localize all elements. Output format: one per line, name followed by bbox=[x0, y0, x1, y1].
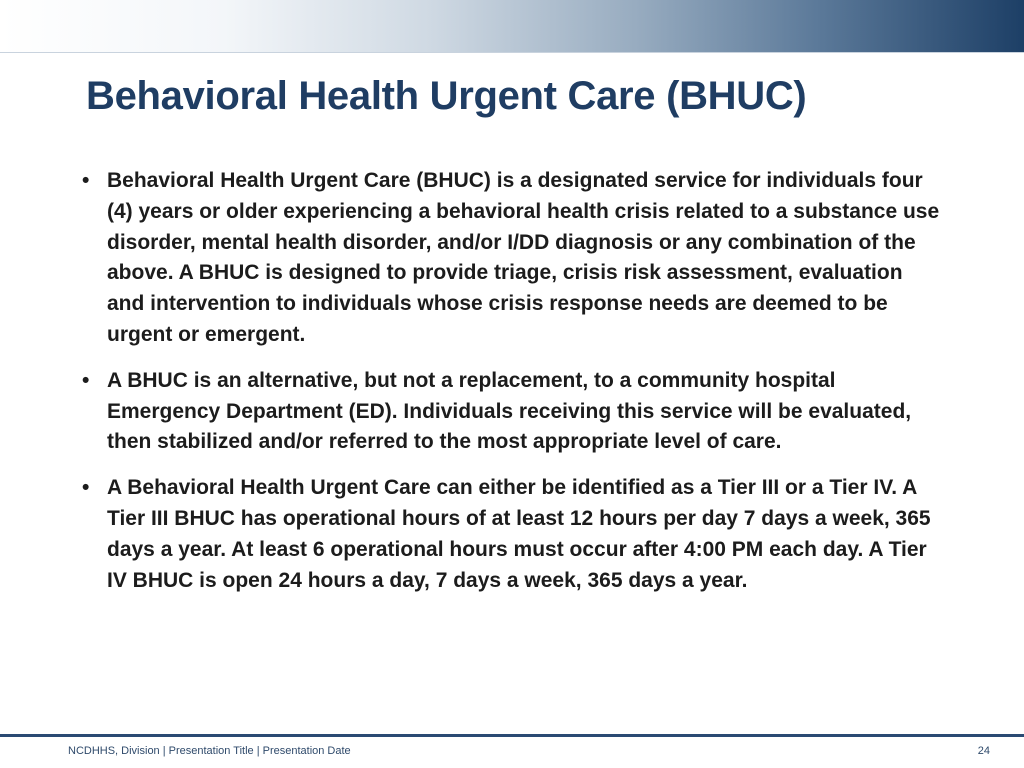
bullet-text: A Behavioral Health Urgent Care can either be identified as a Tier III or a Tier IV. A Tier III BHUC has operational hours of at least 12 hours per day 7 days a week, 365 days a year. At least 6 operational hours must occur after 4:00 PM each day. A Tier IV BHUC is open 24 hours a day, 7 days a week, 365 days a year. bbox=[107, 476, 931, 592]
bullet-text: Behavioral Health Urgent Care (BHUC) is a designated service for individuals four (4) years or older experiencing a behavioral health crisis related to a substance use disorder, mental health disorder, and/or I/DD diagnosis or any combination of the above. A BHUC is designed to provide triage, crisis risk assessment, evaluation and intervention to individuals whose crisis response needs are deemed to be urgent or emergent. bbox=[107, 169, 940, 346]
bullet-list bbox=[80, 166, 940, 611]
header-divider bbox=[0, 52, 1024, 53]
bullet-dot-icon: • bbox=[82, 169, 90, 192]
bullet-item bbox=[80, 366, 940, 458]
bullet-dot-icon: • bbox=[82, 368, 90, 392]
bullet-item bbox=[80, 473, 940, 596]
footer-text: NCDHHS, Division | Presentation Title | Presentation Date bbox=[68, 745, 351, 757]
bullet-text: A BHUC is an alternative, but not a replacement, to a community hospital Emergency Department (ED). Individuals receiving this service will be evaluated, then stabilized and/or referred to the most appropriate level of care. bbox=[107, 368, 912, 454]
slide-title: Behavioral Health Urgent Care (BHUC) bbox=[86, 74, 807, 118]
header-gradient-banner bbox=[0, 0, 1024, 52]
bullet-item bbox=[80, 166, 940, 351]
bullet-dot-icon: • bbox=[82, 476, 90, 500]
footer-divider bbox=[0, 734, 1024, 737]
page-number: 24 bbox=[977, 745, 990, 757]
